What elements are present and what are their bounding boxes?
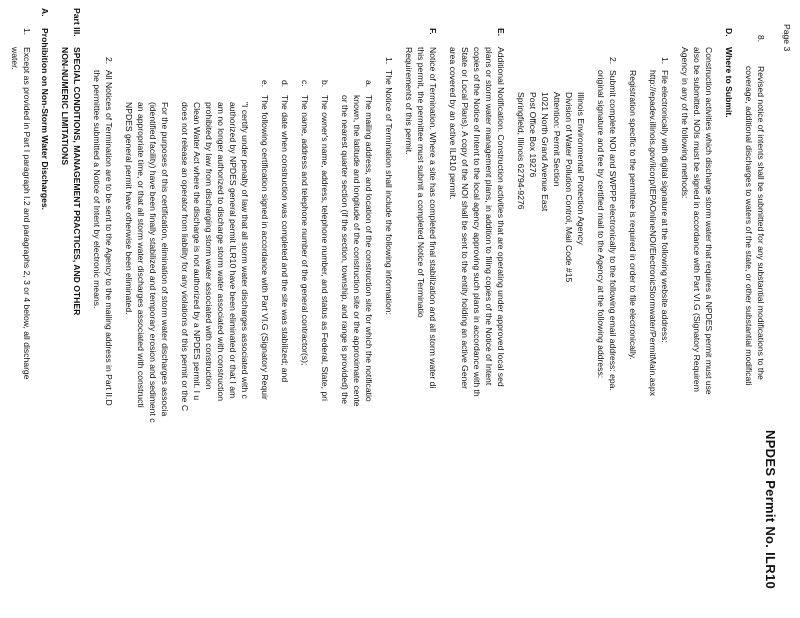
list-marker: d. <box>280 80 290 88</box>
section-e-line: plans or storm water management plans, in addition to filing copies of the Notice of Intent <box>484 47 494 386</box>
list-marker: c. <box>300 80 310 87</box>
section-d-intro: also be submitted. NOIs must be signed in accordance with Part VI.G (Signatory Requirem <box>692 47 702 392</box>
list-item-line: The name, address and telephone number of the general contractor(s); <box>300 95 310 366</box>
item-8-line: Revised notice of intents shall be submitted for any substantial modifications to the <box>756 66 766 380</box>
part-iii-heading: NON-NUMERIC LIMITATIONS <box>60 47 70 166</box>
list-item-line: The following certification signed in accordance with Part VI.G (Signatory Requir <box>260 95 270 400</box>
section-iii-a-item1-line: water. <box>10 47 20 70</box>
section-e-line: State or Local Plans). A copy of the NOI shall be sent to the entity holding an active Gener <box>460 47 470 390</box>
section-d-item1-line: File electronically with digital signature at the following website address: <box>660 70 670 343</box>
list-item-line: The owner's name, address, telephone number, and status as Federal, State, pri <box>320 95 330 401</box>
section-f-item2-line: All Notices of Termination are to be sent to the Agency to the mailing address in Part II.D <box>104 70 114 406</box>
section-e-marker: E. <box>496 28 506 37</box>
list-item-line: known, the latitude and longitude of the construction site or the approximate cente <box>352 95 362 407</box>
certification-line: For the purposes of this certification, elimination of storm water discharges associa <box>160 102 170 417</box>
section-iii-a-item1-line: Except as provided in Part I paragraph I.2 and paragraphs 2, 3 or 4 below, all discharge <box>22 47 32 380</box>
section-d-item-marker: 2. <box>608 57 618 65</box>
list-marker: b. <box>320 80 330 88</box>
certification-line: Clean Water Act where the discharge is not authorized by a NPDES permit. I u <box>192 102 202 401</box>
permit-title: NPDES Permit No. ILR10 <box>763 430 778 590</box>
section-f-item2-line: the permittee submitted a Notice of Intent by electronic means. <box>92 70 102 309</box>
registration-note: Registration specific to the permittee is required in order to file electronically. <box>628 70 638 360</box>
list-marker: a. <box>364 80 374 88</box>
part-iii-marker: Part III. <box>72 8 82 37</box>
section-d-intro: Construction activities which discharge storm water that requires a NPDES permit must use <box>704 47 714 395</box>
section-e-line: area covered by an active ILR10 permit. <box>448 47 458 200</box>
section-d-item2-line: Submit complete NOI and SWPPP electronically to the following email address: epa. <box>608 70 618 391</box>
list-marker: e. <box>260 80 270 88</box>
section-f-sub-marker: 1. <box>384 57 394 65</box>
section-f-marker: F. <box>428 28 438 35</box>
electronic-noi-link[interactable]: http://epadev.illinois.gov/ilcorp/IEPAOnlineNOI/ElectronicStormwater/PermitMain.aspx <box>648 70 658 396</box>
address-line: Division of Water Pollution Control, Mail Code #15 <box>564 92 574 283</box>
address-line: Attention: Permit Section <box>552 92 562 187</box>
certification-line: (identified facility) have been finally stabilized and temporary erosion and sediment c <box>148 102 158 423</box>
certification-line: does not release an operator from liability for any violations of this permit or the C <box>180 102 190 412</box>
certification-line: am no longer authorized to discharge storm water associated with construction <box>216 102 226 402</box>
list-item-line: The date when construction was completed and the site was stabilized; and <box>280 95 290 383</box>
section-f-line: this permit, the permittee must submit a completed Notice of Terminatio <box>416 47 426 318</box>
list-item-line: The mailing address, and location of the construction site for which the notificatio <box>364 95 374 402</box>
item-marker: 8. <box>756 35 766 43</box>
section-iii-a-heading: Prohibition on Non-Storm Water Discharges. <box>40 28 50 211</box>
section-d-item2-line: original signature and fee by certified mail to the Agency at the following address: <box>596 70 606 379</box>
section-f-line: Notice of Termination. Where a site has completed final stabilization and all storm water di <box>428 47 438 389</box>
section-iii-a-marker: A. <box>40 8 50 17</box>
section-f-sub-intro: The Notice of Termination shall include the following information: <box>384 70 394 315</box>
address-line: 1021 North Grand Avenue East <box>540 92 550 212</box>
section-d-item-marker: 1. <box>660 57 670 65</box>
section-d-heading: Where to Submit. <box>724 47 734 118</box>
certification-line: prohibited by law from discharging storm water associated with construction <box>204 102 214 390</box>
certification-line: authorized by NPDES general permit ILR10 have been eliminated or that I am <box>228 102 238 399</box>
section-d-intro: Agency in any of the following methods: <box>680 47 690 199</box>
section-iii-a-item-marker: 1. <box>22 28 32 36</box>
certification-line: "I certify under penalty of law that all storm water discharges associated with c <box>240 102 250 399</box>
section-f-line: Requirements of this permit. <box>404 47 414 155</box>
address-line: Illinois Environmental Protection Agency <box>576 92 586 245</box>
address-line: Springfield, Illinois 62794-9276 <box>516 92 526 210</box>
address-line: Post Office Box 19276 <box>528 92 538 178</box>
certification-line: NPDES general permit have otherwise been eliminated. <box>124 102 134 315</box>
section-f-sub-marker: 2. <box>104 57 114 65</box>
page-number: Page 3 <box>782 24 792 52</box>
section-e-line: Additional Notification. Construction activities that are operating under approved local sed <box>496 47 506 387</box>
certification-line: an appropriate time, or that all storm water discharges associated with constructi <box>136 102 146 408</box>
part-iii-heading: SPECIAL CONDITIONS, MANAGEMENT PRACTICES, AND OTHER <box>72 47 82 316</box>
section-e-line: copies of the Notice of Intent to the local agency approving such plans in accordance with th <box>472 47 482 397</box>
list-item-line: or the nearest quarter section (if the section, township, and range is provided) the <box>340 95 350 405</box>
section-d-marker: D. <box>724 28 734 37</box>
item-8-line: coverage, additional discharges to waters of the state, or other substantial modificati <box>744 66 754 386</box>
